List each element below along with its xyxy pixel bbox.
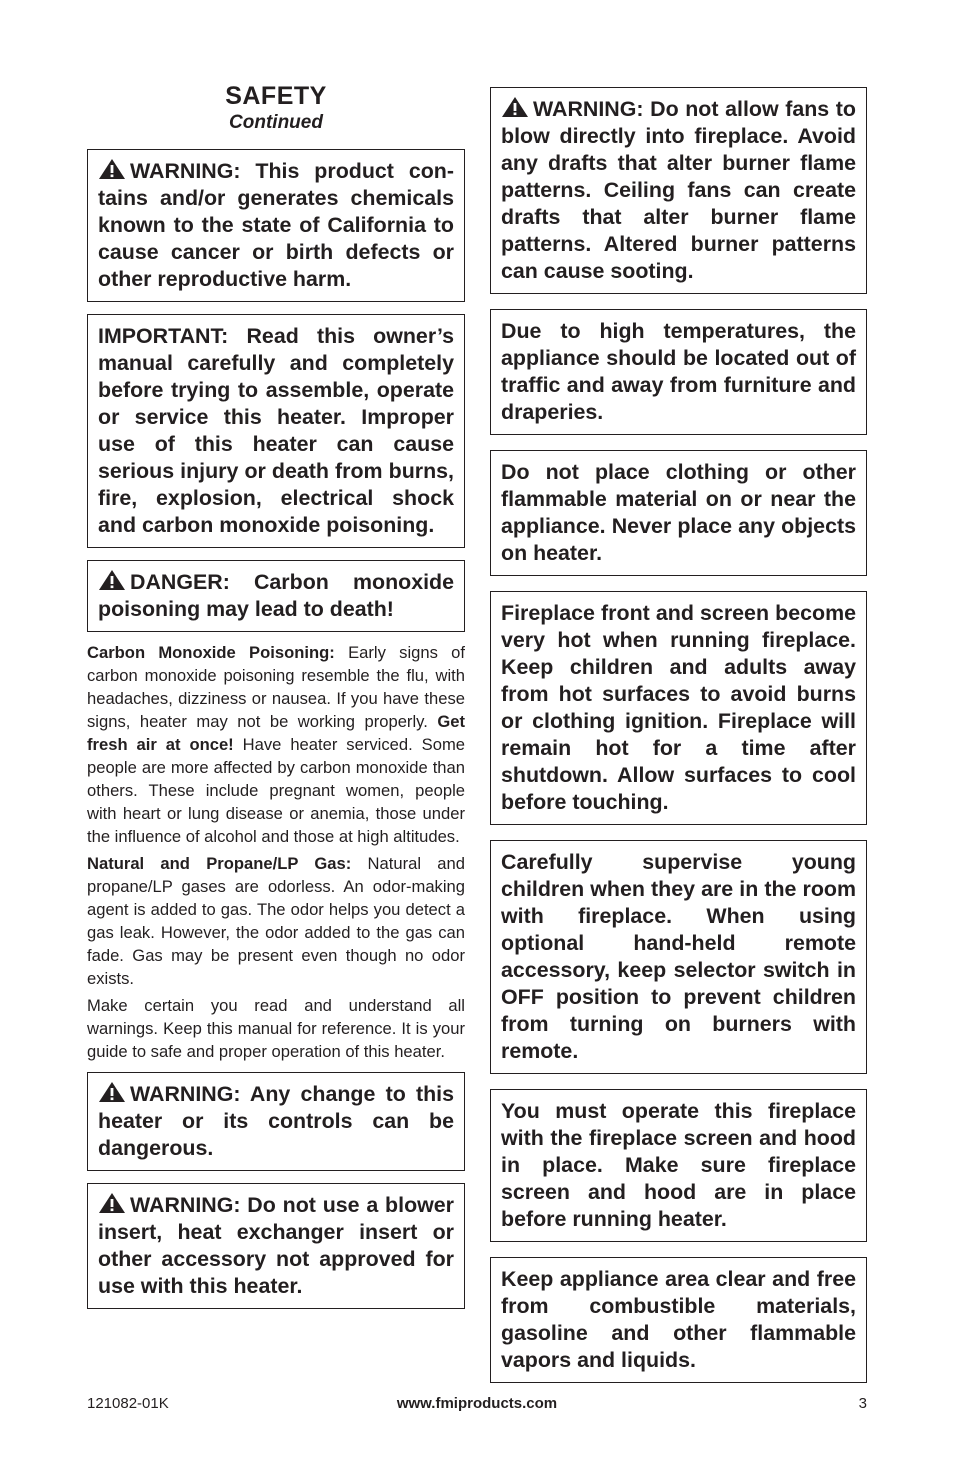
section-subtitle: Continued	[229, 112, 323, 133]
temperature-text: Due to high temperatures, the appliance should be located out of traffic and away from furniture and draperies.	[501, 319, 856, 424]
right-column	[490, 87, 867, 1383]
change-warning-box	[87, 1072, 465, 1171]
supervise-children-text: Carefully supervise young children when they are in the room with fireplace. When using optional hand-held remote accessory, keep selector switch in OFF position to prevent children from turning on burners with remote.	[501, 850, 856, 1063]
section-header	[87, 82, 465, 135]
blower-warning-box	[87, 1183, 465, 1309]
change-warning-text: WARNING: Any change to this heater or its controls can be dangerous.	[98, 1082, 454, 1160]
clothing-box	[490, 450, 867, 576]
document-number: 121082-01K	[87, 1395, 169, 1412]
co-label: Carbon Monoxide Poisoning:	[87, 643, 335, 662]
fans-warning-text: WARNING: Do not allow fans to blow directly into fireplace. Avoid any drafts that alter burner flame patterns. Ceiling fans can create drafts that alter burner flame patterns. Altered burner patterns can cause sooting.	[501, 97, 856, 283]
section-title: SAFETY	[225, 82, 327, 110]
warning-triangle-icon	[98, 1081, 126, 1103]
screen-hood-text: You must operate this fireplace with the fireplace screen and hood in place. Make sure fireplace screen and hood are in place before running heater.	[501, 1099, 856, 1231]
warning-triangle-icon	[98, 569, 126, 591]
gas-label: Natural and Propane/LP Gas:	[87, 854, 352, 873]
important-box	[87, 314, 465, 548]
warning-triangle-icon	[98, 158, 126, 180]
hot-surfaces-box	[490, 591, 867, 825]
clothing-text: Do not place clothing or other flammable material on or near the appliance. Never place any objects on heater.	[501, 460, 856, 565]
warning-triangle-icon	[98, 1192, 126, 1214]
california-warning-text: WARNING: This product contains and/or generates chemicals known to the state of California to cause cancer or birth defects or other reproductive harm.	[98, 159, 454, 291]
temperature-box	[490, 309, 867, 435]
warning-triangle-icon	[501, 96, 529, 118]
important-text: IMPORTANT: Read this owner’s manual carefully and completely before trying to assemble, operate or service this heater. Improper use of this heater can cause serious injury or death from burns, fire, explosion, electrical shock and carbon monoxide poisoning.	[98, 324, 454, 537]
danger-box	[87, 560, 465, 632]
supervise-children-box	[490, 840, 867, 1074]
blower-warning-text: WARNING: Do not use a blower insert, heat exchanger insert or other accessory not approved for use with this heater.	[98, 1193, 454, 1298]
danger-text: DANGER: Carbon monoxide poisoning may lead to death!	[98, 570, 454, 621]
page-number: 3	[858, 1395, 867, 1412]
keep-clear-box	[490, 1257, 867, 1383]
website-link[interactable]: www.fmiproducts.com	[396, 1395, 558, 1412]
read-manual-paragraph: Make certain you read and understand all warnings. Keep this manual for reference. It is your guide to safe and proper operation of this heater.	[87, 996, 465, 1061]
left-column	[87, 82, 465, 1309]
screen-hood-box	[490, 1089, 867, 1242]
fans-warning-box	[490, 87, 867, 294]
gas-paragraph: Natural and Propane/LP Gas: Natural and propane/LP gases are odorless. An odor-making agent is added to gas. The odor helps you detect a gas leak. However, the odor added to the gas can fade. Gas may be present even though no odor exists.	[87, 854, 465, 988]
keep-clear-text: Keep appliance area clear and free from combustible materials, gasoline and other flammable vapors and liquids.	[501, 1267, 856, 1372]
california-warning-box	[87, 149, 465, 302]
hot-surfaces-text: Fireplace front and screen become very hot when running fireplace. Keep children and adults away from hot surfaces to avoid burns or clothing ignition. Fireplace will remain hot for a time after shutdown. Allow surfaces to cool before touching.	[501, 601, 856, 814]
co-bold-note: Get fresh air at once!	[87, 712, 465, 754]
co-paragraph: Carbon Monoxide Poisoning: Early signs of carbon monoxide poisoning resemble the flu, with headaches, dizziness or nausea. If you have these signs, heater may not be working properly. Get fresh air at once! Have heater serviced. Some people are more affected by carbon monoxide than others. These include pregnant women, people with heart or lung disease or anemia, those under the influence of alcohol and those at high altitudes.	[87, 643, 465, 846]
